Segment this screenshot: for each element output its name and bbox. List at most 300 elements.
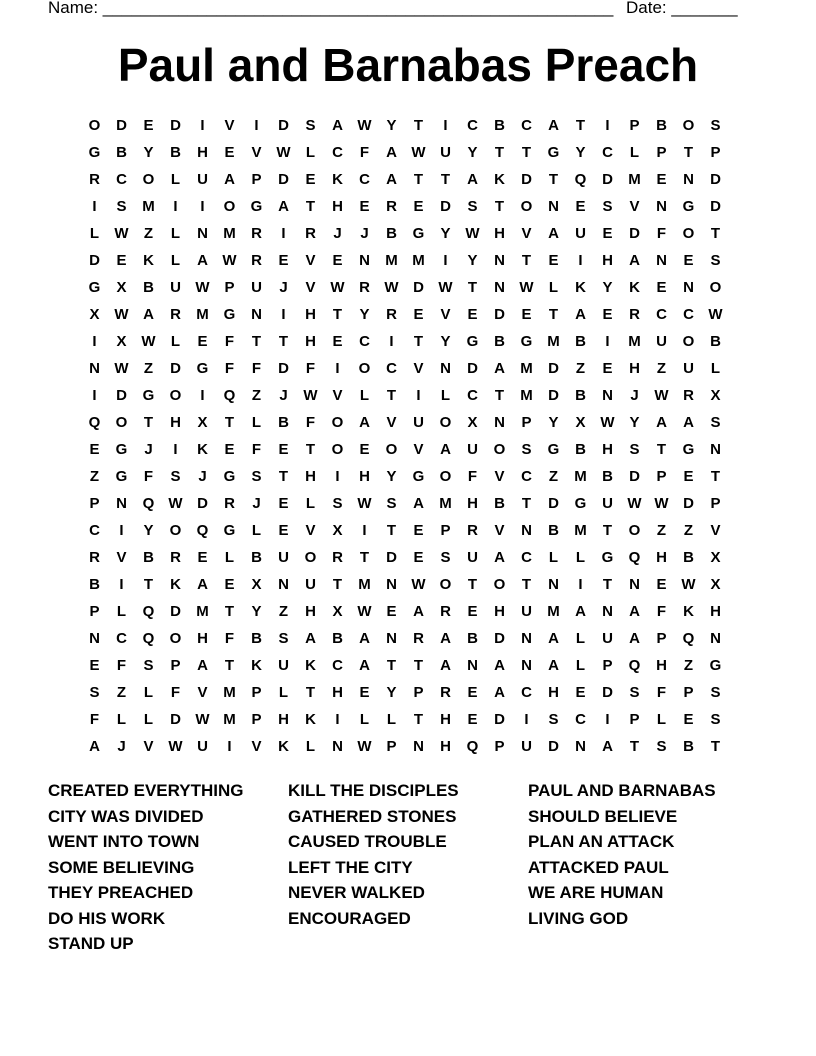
grid-letter: B (575, 333, 586, 350)
grid-letter: N (683, 279, 694, 296)
grid-letter: T (413, 657, 424, 674)
grid-letter: C (521, 117, 532, 134)
grid-letter: I (173, 198, 178, 215)
word-list-item: DO HIS WORK (48, 908, 166, 928)
grid-letter: C (332, 657, 343, 674)
grid-letter: S (143, 657, 154, 674)
grid-letter: X (116, 333, 127, 350)
grid-letter: P (656, 630, 667, 647)
grid-letter: R (440, 603, 451, 620)
grid-letter: D (629, 468, 640, 485)
grid-letter: I (200, 387, 205, 404)
grid-letter: H (656, 549, 667, 566)
grid-letter: P (386, 738, 397, 755)
grid-letter: N (89, 360, 100, 377)
grid-letter: T (224, 414, 235, 431)
grid-letter: A (440, 630, 451, 647)
grid-letter: T (494, 387, 505, 404)
grid-letter: L (359, 711, 370, 728)
grid-letter: D (197, 495, 208, 512)
grid-letter: D (170, 603, 181, 620)
grid-letter: H (305, 468, 316, 485)
grid-letter: G (682, 198, 695, 215)
grid-letter: W (654, 495, 669, 512)
grid-letter: A (278, 198, 289, 215)
grid-letter: Z (683, 657, 694, 674)
grid-letter: H (359, 468, 370, 485)
grid-letter: X (89, 306, 100, 323)
grid-letter: S (332, 495, 343, 512)
grid-letter: Z (143, 360, 154, 377)
grid-letter: M (358, 576, 371, 593)
grid-letter: S (89, 684, 100, 701)
grid-letter: W (168, 738, 183, 755)
grid-letter: B (683, 549, 694, 566)
grid-letter: V (305, 252, 316, 269)
grid-letter: W (303, 387, 318, 404)
grid-letter: X (332, 603, 343, 620)
grid-letter: Q (628, 549, 641, 566)
grid-letter: N (602, 603, 613, 620)
word-list-item: LIVING GOD (528, 908, 629, 928)
grid-letter: B (251, 549, 262, 566)
grid-letter: W (330, 279, 345, 296)
grid-letter: J (630, 387, 639, 404)
grid-letter: D (467, 360, 478, 377)
word-list-item: STAND UP (48, 934, 134, 953)
grid-letter: M (547, 603, 560, 620)
grid-letter: I (524, 711, 529, 728)
grid-letter: S (467, 198, 478, 215)
grid-letter: L (116, 711, 127, 728)
grid-letter: L (440, 387, 451, 404)
grid-letter: E (413, 549, 424, 566)
grid-letter: C (575, 711, 586, 728)
grid-letter: C (521, 549, 532, 566)
grid-letter: B (251, 630, 262, 647)
grid-letter: N (710, 441, 721, 458)
grid-letter: O (439, 576, 452, 593)
grid-letter: V (332, 387, 343, 404)
word-list-item: SOME BELIEVING (48, 857, 195, 877)
grid-letter: U (575, 225, 586, 242)
grid-letter: H (602, 252, 613, 269)
grid-letter: A (359, 414, 370, 431)
grid-letter: W (654, 387, 669, 404)
grid-letter: K (197, 441, 208, 458)
grid-letter: G (250, 198, 263, 215)
grid-letter: T (143, 414, 154, 431)
grid-letter: Y (467, 144, 478, 161)
grid-letter: N (197, 225, 208, 242)
grid-letter: V (494, 468, 505, 485)
grid-letter: K (305, 711, 316, 728)
grid-letter: Q (682, 630, 695, 647)
grid-letter: O (223, 198, 236, 215)
grid-letter: E (656, 279, 667, 296)
grid-letter: X (467, 414, 478, 431)
grid-letter: H (197, 144, 208, 161)
grid-letter: H (170, 414, 181, 431)
grid-letter: N (521, 657, 532, 674)
grid-letter: R (251, 225, 262, 242)
grid-letter: A (656, 414, 667, 431)
word-list-item: GATHERED STONES (288, 806, 457, 826)
grid-letter: R (413, 630, 424, 647)
grid-letter: E (467, 306, 478, 323)
grid-letter: N (575, 738, 586, 755)
grid-letter: N (494, 279, 505, 296)
grid-letter: D (683, 495, 694, 512)
grid-letter: S (710, 711, 721, 728)
grid-letter: B (548, 522, 559, 539)
grid-letter: A (494, 549, 505, 566)
grid-letter: R (305, 225, 316, 242)
grid-letter: R (440, 684, 451, 701)
grid-letter: Y (386, 468, 397, 485)
grid-letter: A (548, 117, 559, 134)
grid-letter: L (386, 711, 397, 728)
grid-letter: C (89, 522, 100, 539)
word-list-item: THEY PREACHED (48, 883, 194, 902)
word-list-item: CAUSED TROUBLE (288, 832, 447, 851)
grid-letter: V (143, 738, 154, 755)
grid-letter: M (520, 360, 533, 377)
grid-letter: G (88, 144, 101, 161)
grid-letter: F (89, 711, 100, 728)
grid-letter: L (629, 144, 640, 161)
grid-letter: A (629, 252, 640, 269)
grid-letter: E (224, 144, 235, 161)
grid-letter: Y (602, 279, 613, 296)
grid-letter: U (602, 495, 613, 512)
grid-letter: N (413, 738, 424, 755)
grid-letter: W (195, 279, 210, 296)
grid-letter: B (710, 333, 721, 350)
grid-letter: R (170, 306, 181, 323)
grid-letter: F (656, 684, 667, 701)
grid-letter: G (520, 333, 533, 350)
grid-letter: T (521, 252, 532, 269)
grid-letter: X (251, 576, 262, 593)
grid-letter: D (278, 117, 289, 134)
grid-letter: F (467, 468, 478, 485)
grid-letter: C (521, 684, 532, 701)
grid-letter: Z (548, 468, 559, 485)
grid-letter: U (170, 279, 181, 296)
grid-letter: Q (628, 657, 641, 674)
grid-letter: T (278, 468, 289, 485)
grid-letter: P (656, 468, 667, 485)
grid-letter: E (359, 198, 370, 215)
grid-letter: B (575, 441, 586, 458)
grid-letter: L (170, 171, 181, 188)
grid-letter: Q (88, 414, 101, 431)
grid-letter: L (359, 387, 370, 404)
grid-letter: A (386, 171, 397, 188)
grid-letter: D (89, 252, 100, 269)
grid-letter: M (574, 522, 587, 539)
grid-letter: I (173, 441, 178, 458)
grid-letter: T (305, 441, 316, 458)
grid-letter: D (494, 306, 505, 323)
grid-letter: L (575, 657, 586, 674)
grid-letter: E (89, 657, 100, 674)
grid-letter: E (656, 576, 667, 593)
grid-letter: N (251, 306, 262, 323)
grid-letter: B (116, 144, 127, 161)
grid-letter: O (628, 522, 641, 539)
grid-letter: T (224, 603, 235, 620)
grid-letter: E (359, 441, 370, 458)
grid-letter: A (440, 657, 451, 674)
grid-letter: I (92, 387, 97, 404)
grid-letter: P (494, 738, 505, 755)
grid-letter: Z (251, 387, 262, 404)
grid-letter: T (710, 738, 721, 755)
grid-letter: I (605, 711, 610, 728)
grid-letter: N (548, 576, 559, 593)
grid-letter: L (170, 225, 181, 242)
grid-letter: E (197, 333, 208, 350)
grid-letter: H (305, 333, 316, 350)
grid-letter: H (602, 441, 613, 458)
grid-letter: F (251, 360, 262, 377)
grid-letter: I (119, 576, 124, 593)
grid-letter: T (575, 117, 586, 134)
grid-letter: T (656, 441, 667, 458)
grid-letter: O (304, 549, 317, 566)
grid-letter: N (386, 576, 397, 593)
grid-letter: G (223, 522, 236, 539)
grid-letter: D (521, 171, 532, 188)
grid-letter: C (683, 306, 694, 323)
grid-letter: C (359, 171, 370, 188)
grid-letter: L (710, 360, 721, 377)
grid-letter: H (440, 711, 451, 728)
grid-letter: S (710, 252, 721, 269)
grid-letter: F (656, 225, 667, 242)
grid-letter: A (413, 603, 424, 620)
page-title: Paul and Barnabas Preach (117, 39, 699, 91)
grid-letter: P (521, 414, 532, 431)
grid-letter: L (305, 144, 316, 161)
grid-letter: H (710, 603, 721, 620)
grid-letter: F (116, 657, 127, 674)
word-list-item: SHOULD BELIEVE (528, 806, 678, 826)
grid-letter: W (114, 225, 129, 242)
grid-letter: M (628, 333, 641, 350)
grid-letter: N (440, 360, 451, 377)
grid-letter: V (251, 738, 262, 755)
grid-letter: I (281, 225, 286, 242)
grid-letter: J (279, 387, 288, 404)
grid-letter: S (710, 684, 721, 701)
grid-letter: D (548, 495, 559, 512)
grid-letter: D (548, 360, 559, 377)
grid-letter: B (494, 495, 505, 512)
grid-letter: W (195, 711, 210, 728)
grid-letter: V (305, 279, 316, 296)
grid-letter: W (411, 576, 426, 593)
grid-letter: L (170, 333, 181, 350)
grid-letter: T (494, 198, 505, 215)
grid-letter: E (656, 171, 667, 188)
grid-letter: B (386, 225, 397, 242)
grid-letter: S (710, 117, 721, 134)
grid-letter: E (575, 198, 586, 215)
grid-letter: L (548, 279, 559, 296)
grid-letter: U (197, 171, 208, 188)
grid-letter: D (170, 360, 181, 377)
grid-letter: S (278, 630, 289, 647)
grid-letter: I (119, 522, 124, 539)
word-column-3 (528, 778, 768, 957)
grid-letter: S (656, 738, 667, 755)
grid-letter: P (251, 684, 262, 701)
grid-letter: W (681, 576, 696, 593)
grid-letter: L (143, 711, 154, 728)
grid-letter: X (710, 387, 721, 404)
grid-letter: O (142, 171, 155, 188)
word-column-1 (48, 778, 288, 957)
grid-letter: S (548, 711, 559, 728)
grid-letter: T (305, 198, 316, 215)
grid-letter: U (197, 738, 208, 755)
grid-letter: P (224, 279, 235, 296)
grid-letter: I (227, 738, 232, 755)
grid-letter: E (548, 252, 559, 269)
grid-letter: E (197, 549, 208, 566)
grid-letter: R (224, 495, 235, 512)
grid-letter: Y (251, 603, 262, 620)
grid-letter: C (116, 630, 127, 647)
grid-letter: E (413, 522, 424, 539)
grid-letter: E (359, 684, 370, 701)
grid-letter: T (710, 225, 721, 242)
grid-letter: O (493, 441, 506, 458)
grid-letter: A (197, 252, 208, 269)
grid-letter: T (332, 576, 343, 593)
grid-letter: G (601, 549, 614, 566)
word-list-item: WE ARE HUMAN (528, 883, 664, 902)
grid-letter: M (223, 225, 236, 242)
grid-letter: S (629, 441, 640, 458)
grid-letter: J (252, 495, 261, 512)
grid-letter: E (521, 306, 532, 323)
grid-letter: U (413, 414, 424, 431)
grid-letter: G (142, 387, 155, 404)
grid-letter: Q (142, 630, 155, 647)
grid-letter: A (413, 495, 424, 512)
grid-letter: G (412, 468, 425, 485)
grid-letter: T (143, 576, 154, 593)
grid-letter: A (494, 657, 505, 674)
grid-letter: Y (143, 144, 154, 161)
word-list-item: NEVER WALKED (288, 883, 425, 902)
word-list-item: ATTACKED PAUL (528, 857, 669, 877)
grid-letter: W (141, 333, 156, 350)
grid-letter: B (332, 630, 343, 647)
grid-letter: S (602, 198, 613, 215)
grid-letter: U (602, 630, 613, 647)
grid-letter: F (224, 333, 235, 350)
grid-letter: J (360, 225, 369, 242)
grid-letter: D (170, 711, 181, 728)
grid-letter: D (602, 684, 613, 701)
grid-letter: D (116, 387, 127, 404)
grid-letter: H (494, 225, 505, 242)
grid-letter: Y (440, 333, 451, 350)
grid-letter: S (440, 549, 451, 566)
grid-letter: O (169, 630, 182, 647)
grid-letter: A (359, 657, 370, 674)
grid-letter: F (251, 441, 262, 458)
grid-letter: I (92, 198, 97, 215)
grid-letter: V (710, 522, 721, 539)
grid-letter: U (251, 279, 262, 296)
grid-letter: M (412, 252, 425, 269)
grid-letter: L (548, 549, 559, 566)
grid-letter: N (332, 738, 343, 755)
grid-letter: T (305, 684, 316, 701)
grid-letter: E (278, 495, 289, 512)
grid-letter: N (521, 522, 532, 539)
grid-letter: N (521, 630, 532, 647)
grid-letter: P (710, 495, 721, 512)
grid-letter: O (169, 522, 182, 539)
grid-letter: E (683, 252, 694, 269)
grid-letter: O (682, 117, 695, 134)
grid-letter: L (143, 684, 154, 701)
grid-letter: H (305, 603, 316, 620)
grid-letter: G (466, 333, 479, 350)
grid-letter: R (629, 306, 640, 323)
grid-letter: Q (223, 387, 236, 404)
grid-letter: S (116, 198, 127, 215)
grid-letter: L (89, 225, 100, 242)
grid-letter: F (143, 468, 154, 485)
grid-letter: V (305, 522, 316, 539)
grid-letter: G (115, 468, 128, 485)
grid-letter: T (710, 468, 721, 485)
word-list-item: PLAN AN ATTACK (528, 832, 675, 851)
grid-letter: C (386, 360, 397, 377)
grid-letter: I (254, 117, 259, 134)
grid-letter: H (440, 738, 451, 755)
grid-letter: D (278, 360, 289, 377)
grid-letter: L (305, 738, 316, 755)
grid-letter: T (413, 333, 424, 350)
grid-letter: B (602, 468, 613, 485)
grid-letter: U (521, 738, 532, 755)
grid-letter: T (413, 711, 424, 728)
word-list-item: PAUL AND BARNABAS (528, 781, 716, 800)
grid-letter: H (629, 360, 640, 377)
grid-letter: A (629, 630, 640, 647)
word-list-item: WENT INTO TOWN (48, 832, 200, 851)
grid-letter: B (278, 414, 289, 431)
grid-letter: G (223, 306, 236, 323)
grid-letter: A (494, 360, 505, 377)
grid-letter: A (143, 306, 154, 323)
date-line: Date: _______ (626, 0, 738, 17)
grid-letter: G (547, 144, 560, 161)
grid-letter: T (467, 576, 478, 593)
grid-letter: A (197, 657, 208, 674)
grid-letter: N (494, 252, 505, 269)
grid-letter: J (144, 441, 153, 458)
